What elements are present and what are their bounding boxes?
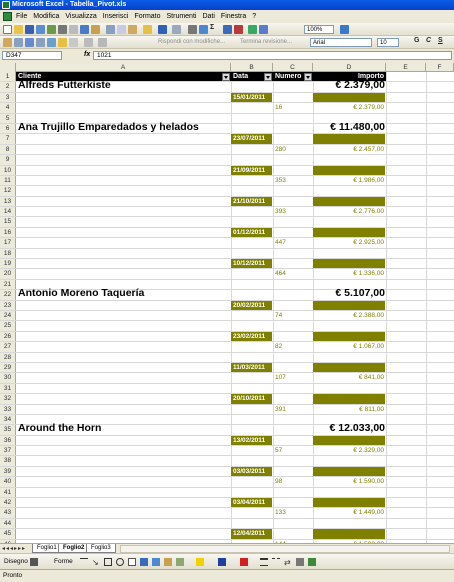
order-date: 23/02/2011 <box>231 332 272 341</box>
row-header[interactable]: 13 <box>0 197 16 206</box>
row-header[interactable]: 5 <box>0 114 16 123</box>
order-number: 133 <box>275 509 286 517</box>
email-icon[interactable] <box>47 25 56 34</box>
row-header[interactable]: 27 <box>0 342 16 351</box>
order-number: 280 <box>275 145 286 153</box>
font-color-icon[interactable] <box>240 558 248 566</box>
table-row[interactable] <box>0 259 454 269</box>
client-total: € 11.480,00 <box>330 120 385 133</box>
row-header[interactable]: 8 <box>0 145 16 154</box>
pivot-field-importo-label: Importo <box>357 73 384 80</box>
menu-item[interactable]: ? <box>252 13 257 20</box>
row-header[interactable]: 19 <box>0 259 16 268</box>
table-row[interactable] <box>0 373 454 383</box>
reviewing-icon[interactable] <box>3 38 12 47</box>
column-header-b[interactable]: B <box>231 63 273 72</box>
order-amount: € 2.379,00 <box>353 104 384 112</box>
order-date: 20/10/2011 <box>231 394 272 403</box>
row-header[interactable]: 2 <box>0 82 16 91</box>
send-icon[interactable] <box>84 38 93 47</box>
column-header-c[interactable]: C <box>273 63 313 72</box>
row-header[interactable]: 3 <box>0 93 16 102</box>
line-style-icon[interactable] <box>260 558 268 566</box>
row-header[interactable]: 35 <box>0 425 16 434</box>
table-row[interactable] <box>0 145 454 155</box>
pivot-field-numero[interactable] <box>273 72 313 81</box>
order-number: 107 <box>275 374 286 382</box>
table-row[interactable] <box>0 311 454 321</box>
row-header[interactable]: 25 <box>0 321 16 330</box>
rectangle-icon[interactable] <box>104 558 112 566</box>
excel-app-icon <box>2 1 10 9</box>
row-header[interactable]: 40 <box>0 477 16 486</box>
pivot-rows <box>0 72 454 550</box>
diagram-icon[interactable] <box>152 558 160 566</box>
table-row[interactable] <box>0 120 454 134</box>
table-row[interactable] <box>0 269 454 279</box>
row-header[interactable]: 32 <box>0 394 16 403</box>
menu-item[interactable]: Dati <box>202 13 215 20</box>
select-objects-icon[interactable] <box>30 558 38 566</box>
wordart-icon[interactable] <box>140 558 148 566</box>
oval-icon[interactable] <box>116 558 124 566</box>
status-bar <box>0 569 454 582</box>
copy-icon[interactable] <box>117 25 126 34</box>
permission-icon[interactable] <box>36 25 45 34</box>
date-band <box>313 197 385 206</box>
text-box-icon[interactable] <box>128 558 136 566</box>
table-row[interactable] <box>0 176 454 186</box>
order-amount: € 1.986,00 <box>353 176 384 184</box>
table-row[interactable] <box>0 508 454 518</box>
order-amount: € 1.336,00 <box>353 270 384 278</box>
row-header[interactable]: 37 <box>0 446 16 455</box>
row-header[interactable]: 45 <box>0 529 16 538</box>
drawing-toolbar <box>0 553 454 569</box>
sheet-navigation-arrows[interactable]: ◂◂◂▸▸▸ <box>2 546 27 552</box>
order-number: 464 <box>275 270 286 278</box>
row-header[interactable]: 23 <box>0 301 16 310</box>
order-amount: € 2.329,00 <box>353 447 384 455</box>
fill-color-icon[interactable] <box>196 558 204 566</box>
redo-icon[interactable] <box>172 25 181 34</box>
table-row[interactable] <box>0 353 454 363</box>
table-row[interactable] <box>0 477 454 487</box>
help-icon[interactable] <box>340 25 349 34</box>
cut-icon[interactable] <box>106 25 115 34</box>
pivot-field-data-label: Data <box>233 73 249 80</box>
standard-toolbar <box>0 23 454 36</box>
order-date: 10/12/2011 <box>231 259 272 268</box>
row-header[interactable]: 11 <box>0 176 16 185</box>
date-band <box>313 394 385 403</box>
end-review-button[interactable]: Termina revisione... <box>240 39 293 45</box>
save-icon[interactable] <box>25 25 34 34</box>
table-row[interactable] <box>0 422 454 435</box>
sort-ascending-icon[interactable] <box>223 25 232 34</box>
research-icon[interactable] <box>91 25 100 34</box>
row-header[interactable]: 4 <box>0 103 16 112</box>
3d-icon[interactable] <box>308 558 316 566</box>
row-header[interactable]: 6 <box>0 124 16 133</box>
format-painter-icon[interactable] <box>143 25 152 34</box>
order-amount: € 811,00 <box>359 405 384 413</box>
table-row[interactable] <box>0 207 454 217</box>
date-band <box>313 166 385 175</box>
table-row[interactable] <box>0 342 454 352</box>
order-amount: € 1.449,00 <box>353 509 384 517</box>
italic-button[interactable]: C <box>426 37 432 44</box>
date-band <box>313 301 385 310</box>
order-number: 82 <box>275 343 283 351</box>
row-header[interactable]: 36 <box>0 436 16 445</box>
formula-bar <box>0 49 454 62</box>
shadow-icon[interactable] <box>296 558 304 566</box>
row-header[interactable]: 42 <box>0 498 16 507</box>
web-icon[interactable] <box>199 25 208 34</box>
sheet-tab-foglio2[interactable]: Foglio2 <box>58 544 89 553</box>
order-amount: € 1.067,00 <box>353 343 384 351</box>
date-band <box>313 363 385 372</box>
undo-icon[interactable] <box>158 25 167 34</box>
print-preview-icon[interactable] <box>69 25 78 34</box>
arrow-icon[interactable]: ↘ <box>92 558 99 567</box>
table-row[interactable] <box>0 228 454 238</box>
draw-menu-button[interactable]: Disegno <box>4 558 28 565</box>
order-number: 391 <box>275 405 286 413</box>
column-header-e[interactable]: E <box>386 63 426 72</box>
select-all-corner[interactable] <box>0 63 16 72</box>
window-title: Microsoft Excel - Tabella_Pivot.xls <box>12 1 127 8</box>
autosum-icon[interactable]: Σ <box>210 24 215 31</box>
row-header[interactable]: 33 <box>0 405 16 414</box>
sort-descending-icon[interactable] <box>234 25 243 34</box>
line-icon[interactable] <box>80 558 88 566</box>
table-row[interactable] <box>0 488 454 498</box>
table-row[interactable] <box>0 394 454 404</box>
order-amount: € 841,00 <box>358 374 384 382</box>
order-date: 21/10/2011 <box>231 197 272 206</box>
table-row[interactable] <box>0 436 454 446</box>
paste-icon[interactable] <box>128 25 137 34</box>
arrow-style-icon[interactable]: ⇄ <box>284 558 291 567</box>
order-number: 393 <box>275 208 286 216</box>
column-header-f[interactable]: F <box>426 63 454 72</box>
menu-item[interactable]: Strumenti <box>166 13 197 20</box>
client-total: € 2.379,00 <box>335 79 385 92</box>
client-name: Alfreds Futterkiste <box>18 79 111 92</box>
client-name: Antonio Moreno Taquería <box>18 287 145 300</box>
date-band <box>313 134 385 143</box>
hyperlink-icon[interactable] <box>188 25 197 34</box>
picture-icon[interactable] <box>176 558 184 566</box>
row-header[interactable]: 30 <box>0 373 16 382</box>
menu-item[interactable]: File <box>16 13 28 20</box>
reply-with-changes-button[interactable]: Rispondi con modifiche... <box>158 39 226 45</box>
order-number: 353 <box>275 176 286 184</box>
table-row[interactable] <box>0 363 454 373</box>
column-header-a[interactable]: A <box>16 63 231 72</box>
row-header[interactable]: 9 <box>0 155 16 164</box>
table-row[interactable] <box>0 79 454 92</box>
formatting-toolbar <box>0 36 454 49</box>
date-band <box>313 332 385 341</box>
order-amount: € 2.388,00 <box>353 311 384 319</box>
table-row[interactable] <box>0 134 454 144</box>
column-header-d[interactable]: D <box>313 63 386 72</box>
clip-art-icon[interactable] <box>164 558 172 566</box>
table-row[interactable] <box>0 529 454 539</box>
print-icon[interactable] <box>58 25 67 34</box>
row-header[interactable]: 14 <box>0 207 16 216</box>
drawing-icon[interactable] <box>259 25 268 34</box>
order-number: 57 <box>275 447 283 455</box>
order-date: 20/02/2011 <box>231 301 272 310</box>
highlight-icon[interactable] <box>58 38 67 47</box>
dash-style-icon[interactable] <box>272 558 280 566</box>
order-amount: € 2.457,00 <box>353 145 384 153</box>
bold-button[interactable]: G <box>414 37 420 44</box>
row-header[interactable]: 39 <box>0 467 16 476</box>
menu-item[interactable]: Formato <box>134 13 161 20</box>
pivot-field-cliente-label: Cliente <box>18 73 42 80</box>
order-date: 12/04/2011 <box>231 529 272 538</box>
status-text: Pronto <box>3 572 23 579</box>
date-band <box>313 436 385 445</box>
date-band <box>313 93 385 102</box>
row-header[interactable]: 15 <box>0 217 16 226</box>
table-row[interactable] <box>0 332 454 342</box>
formula-input[interactable]: 1021 <box>93 51 452 60</box>
menu-item[interactable]: Finestra <box>220 13 247 20</box>
menu-item[interactable]: Visualizza <box>65 13 97 20</box>
row-header[interactable]: 17 <box>0 238 16 247</box>
show-ink-icon[interactable] <box>69 38 78 47</box>
table-row[interactable] <box>0 249 454 259</box>
table-row[interactable] <box>0 498 454 508</box>
menu-item[interactable]: Inserisci <box>102 13 129 20</box>
row-header[interactable]: 7 <box>0 134 16 143</box>
row-header[interactable]: 20 <box>0 269 16 278</box>
font-size-select[interactable]: 10 <box>377 38 399 47</box>
row-header[interactable]: 24 <box>0 311 16 320</box>
order-date: 13/02/2011 <box>231 436 272 445</box>
table-row[interactable] <box>0 467 454 477</box>
menu-item[interactable]: Modifica <box>33 13 60 20</box>
track-changes-icon[interactable] <box>14 38 23 47</box>
workbook-icon[interactable] <box>3 12 12 21</box>
delete-comment-icon[interactable] <box>47 38 56 47</box>
underline-button[interactable]: S <box>438 37 443 44</box>
column-headers <box>0 63 454 72</box>
row-header[interactable]: 22 <box>0 290 16 299</box>
order-date: 03/04/2011 <box>231 498 272 507</box>
client-name: Around the Horn <box>18 422 102 435</box>
date-band <box>313 228 385 237</box>
menu-items <box>16 10 262 23</box>
dropdown-arrow-icon[interactable] <box>304 73 312 81</box>
pivot-field-data[interactable] <box>231 72 273 81</box>
new-comment-icon[interactable] <box>25 38 34 47</box>
row-header[interactable]: 31 <box>0 384 16 393</box>
order-date: 21/09/2011 <box>231 166 272 175</box>
row-header[interactable]: 21 <box>0 280 16 289</box>
table-row[interactable] <box>0 93 454 103</box>
date-band <box>313 259 385 268</box>
font-select[interactable]: Arial <box>310 38 372 47</box>
order-date: 15/01/2011 <box>231 93 272 102</box>
order-date: 01/12/2011 <box>231 228 272 237</box>
order-date: 11/03/2011 <box>231 363 272 372</box>
date-band <box>313 529 385 538</box>
zoom-select[interactable]: 100% <box>304 25 334 34</box>
sheet-tab-bar <box>0 543 454 553</box>
sheet-tab-foglio1[interactable]: Foglio1 <box>32 544 62 553</box>
table-row[interactable] <box>0 186 454 196</box>
table-row[interactable] <box>0 405 454 415</box>
row-header[interactable]: 38 <box>0 456 16 465</box>
row-header[interactable]: 43 <box>0 508 16 517</box>
table-row[interactable] <box>0 446 454 456</box>
order-number: 74 <box>275 311 283 319</box>
order-amount: € 2.776,00 <box>353 208 384 216</box>
row-header[interactable]: 41 <box>0 488 16 497</box>
date-band <box>313 467 385 476</box>
table-row[interactable] <box>0 166 454 176</box>
row-header[interactable]: 18 <box>0 249 16 258</box>
dropdown-arrow-icon[interactable] <box>222 73 230 81</box>
date-band <box>313 498 385 507</box>
open-folder-icon[interactable] <box>14 25 23 34</box>
new-icon[interactable] <box>3 25 12 34</box>
table-row[interactable] <box>0 155 454 165</box>
order-date: 03/03/2011 <box>231 467 272 476</box>
row-header[interactable]: 44 <box>0 519 16 528</box>
table-row[interactable] <box>0 287 454 300</box>
order-amount: € 2.925,00 <box>353 239 384 247</box>
order-date: 23/07/2011 <box>231 134 272 143</box>
table-row[interactable] <box>0 238 454 248</box>
spreadsheet-grid[interactable] <box>0 63 454 543</box>
title-bar <box>0 0 454 10</box>
order-number: 98 <box>275 478 283 486</box>
menu-bar <box>0 10 454 23</box>
row-header[interactable]: 16 <box>0 228 16 237</box>
order-number: 16 <box>275 104 283 112</box>
client-total: € 5.107,00 <box>335 287 385 300</box>
table-row[interactable] <box>0 301 454 311</box>
row-header[interactable]: 34 <box>0 415 16 424</box>
row-header[interactable]: 12 <box>0 186 16 195</box>
horizontal-scrollbar[interactable] <box>120 545 450 553</box>
pivot-field-numero-label: Numero <box>275 73 302 80</box>
show-comments-icon[interactable] <box>36 38 45 47</box>
chart-wizard-icon[interactable] <box>248 25 257 34</box>
table-row[interactable] <box>0 456 454 466</box>
reviewing-pane-icon[interactable] <box>98 38 107 47</box>
row-header[interactable]: 10 <box>0 166 16 175</box>
dropdown-arrow-icon[interactable] <box>264 73 272 81</box>
table-row[interactable] <box>0 197 454 207</box>
row-header[interactable]: 29 <box>0 363 16 372</box>
table-row[interactable] <box>0 519 454 529</box>
insert-function-button[interactable]: fx <box>84 51 91 58</box>
order-number: 447 <box>275 239 286 247</box>
line-color-icon[interactable] <box>218 558 226 566</box>
row-header[interactable]: 1 <box>0 72 16 81</box>
name-box[interactable]: D347 <box>2 51 62 60</box>
table-row[interactable] <box>0 103 454 113</box>
table-row[interactable] <box>0 217 454 227</box>
row-header[interactable]: 28 <box>0 353 16 362</box>
sheet-tab-foglio3[interactable]: Foglio3 <box>86 544 116 553</box>
order-amount: € 1.590,00 <box>353 478 384 486</box>
client-total: € 12.033,00 <box>329 422 385 435</box>
autoshapes-menu-button[interactable]: Forme <box>54 558 73 565</box>
table-row[interactable] <box>0 384 454 394</box>
spelling-icon[interactable] <box>80 25 89 34</box>
row-header[interactable]: 26 <box>0 332 16 341</box>
table-row[interactable] <box>0 321 454 331</box>
client-name: Ana Trujillo Emparedados y helados <box>18 120 199 133</box>
